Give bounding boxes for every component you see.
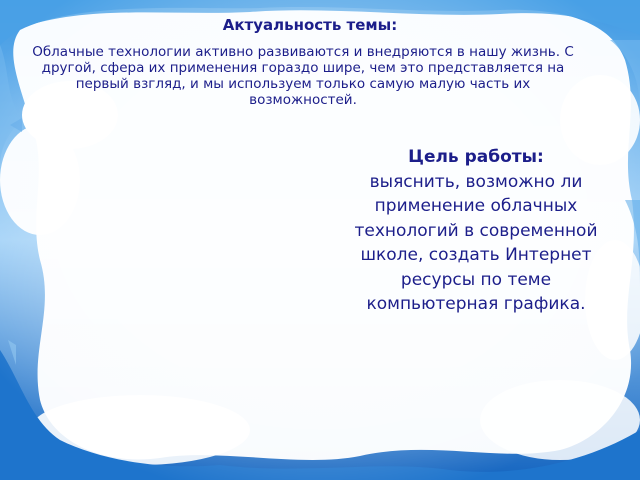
intro-paragraph: Облачные технологии активно развиваются и внедряются в нашу жизнь. С другой, сфера их применения гораздо шире, чем это представляется на первый взгляд, и мы используем только самую малую часть их возможностей.	[32, 44, 574, 108]
goal-colon: :	[537, 147, 544, 167]
goal-text: выяснить, возможно ли применение облачных технологий в современной школе, создать Интернет ресурсы по теме компьютерная графика.	[354, 171, 598, 314]
goal-block	[345, 145, 607, 317]
goal-label: Цель работы	[408, 147, 538, 167]
slide-title: Актуальность темы:	[222, 16, 398, 34]
